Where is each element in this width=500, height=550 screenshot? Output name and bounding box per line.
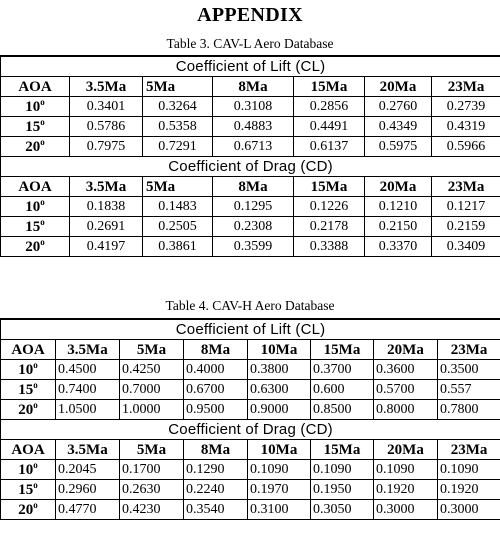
degree-symbol: o <box>33 379 38 390</box>
aoa-value: 10 <box>18 461 34 478</box>
value-cell: 0.2178 <box>294 217 365 237</box>
column-header: 5Ma <box>143 177 213 197</box>
aoa-value: 20 <box>18 401 34 418</box>
value-cell: 0.3700 <box>311 360 374 380</box>
value-cell: 0.4883 <box>213 117 294 137</box>
aoa-value: 10 <box>25 98 41 115</box>
table-row <box>1 500 500 520</box>
value-cell: 0.2691 <box>70 217 143 237</box>
section-title-row <box>1 56 500 77</box>
degree-symbol: o <box>40 236 45 247</box>
value-cell: 0.6700 <box>184 380 248 400</box>
section-title: Coefficient of Lift (CL) <box>1 319 500 340</box>
aoa-cell <box>1 117 70 137</box>
value-cell: 0.1920 <box>374 480 438 500</box>
aoa-value: 10 <box>25 198 41 215</box>
column-header-row <box>1 77 500 97</box>
aoa-value: 20 <box>25 238 41 255</box>
value-cell: 0.7000 <box>120 380 184 400</box>
column-header: AOA <box>1 340 56 360</box>
value-cell: 0.6300 <box>248 380 311 400</box>
column-header: AOA <box>1 440 56 460</box>
value-cell: 0.2159 <box>432 217 500 237</box>
value-cell: 0.1090 <box>248 460 311 480</box>
degree-symbol: o <box>40 196 45 207</box>
column-header: 8Ma <box>213 77 294 97</box>
value-cell: 0.3388 <box>294 237 365 257</box>
aoa-value: 10 <box>18 361 34 378</box>
value-cell: 0.2630 <box>120 480 184 500</box>
value-cell: 1.0500 <box>56 400 120 420</box>
table-row <box>1 360 500 380</box>
column-header: 3.5Ma <box>70 77 143 97</box>
degree-symbol: o <box>33 499 38 510</box>
column-header: 15Ma <box>294 77 365 97</box>
aoa-value: 20 <box>25 138 41 155</box>
value-cell: 0.4500 <box>56 360 120 380</box>
value-cell: 0.1920 <box>438 480 500 500</box>
value-cell: 0.2505 <box>143 217 213 237</box>
aoa-cell <box>1 137 70 157</box>
degree-symbol: o <box>33 359 38 370</box>
value-cell: 0.8000 <box>374 400 438 420</box>
value-cell: 0.4197 <box>70 237 143 257</box>
value-cell: 0.7400 <box>56 380 120 400</box>
degree-symbol: o <box>40 216 45 227</box>
table-row <box>1 197 500 217</box>
table-row <box>1 237 500 257</box>
column-header: 3.5Ma <box>56 340 120 360</box>
value-cell: 0.2150 <box>365 217 432 237</box>
value-cell: 0.1950 <box>311 480 374 500</box>
aoa-cell <box>1 380 56 400</box>
aoa-cell <box>1 460 56 480</box>
value-cell: 0.1295 <box>213 197 294 217</box>
aoa-value: 15 <box>18 381 34 398</box>
aoa-cell <box>1 480 56 500</box>
column-header: AOA <box>1 177 70 197</box>
value-cell: 0.4770 <box>56 500 120 520</box>
value-cell: 0.3599 <box>213 237 294 257</box>
value-cell: 0.2960 <box>56 480 120 500</box>
column-header: 23Ma <box>438 440 500 460</box>
value-cell: 0.3108 <box>213 97 294 117</box>
degree-symbol: o <box>40 116 45 127</box>
column-header: 5Ma <box>143 77 213 97</box>
value-cell: 0.600 <box>311 380 374 400</box>
value-cell: 0.2760 <box>365 97 432 117</box>
table-row <box>1 217 500 237</box>
value-cell: 0.5975 <box>365 137 432 157</box>
value-cell: 0.5966 <box>432 137 500 157</box>
aoa-value: 15 <box>18 481 34 498</box>
table-row <box>1 400 500 420</box>
value-cell: 0.4349 <box>365 117 432 137</box>
section-title: Coefficient of Lift (CL) <box>1 56 500 77</box>
aoa-value: 15 <box>25 218 41 235</box>
value-cell: 0.1290 <box>184 460 248 480</box>
aoa-cell <box>1 237 70 257</box>
value-cell: 0.9500 <box>184 400 248 420</box>
value-cell: 0.7800 <box>438 400 500 420</box>
value-cell: 0.3800 <box>248 360 311 380</box>
value-cell: 0.1217 <box>432 197 500 217</box>
value-cell: 0.1970 <box>248 480 311 500</box>
column-header: 20Ma <box>365 177 432 197</box>
value-cell: 0.7975 <box>70 137 143 157</box>
column-header-row <box>1 340 500 360</box>
table-row <box>1 380 500 400</box>
column-header: 10Ma <box>248 440 311 460</box>
column-header: 5Ma <box>120 440 184 460</box>
section-title: Coefficient of Drag (CD) <box>1 420 500 440</box>
value-cell: 0.2739 <box>432 97 500 117</box>
value-cell: 0.5700 <box>374 380 438 400</box>
value-cell: 0.2308 <box>213 217 294 237</box>
degree-symbol: o <box>40 136 45 147</box>
value-cell: 0.1090 <box>311 460 374 480</box>
aoa-cell <box>1 197 70 217</box>
section-title-row <box>1 420 500 440</box>
value-cell: 0.4250 <box>120 360 184 380</box>
value-cell: 0.4491 <box>294 117 365 137</box>
value-cell: 0.4230 <box>120 500 184 520</box>
column-header: 23Ma <box>432 77 500 97</box>
column-header: 23Ma <box>432 177 500 197</box>
value-cell: 0.6137 <box>294 137 365 157</box>
value-cell: 0.3000 <box>438 500 500 520</box>
column-header: 15Ma <box>294 177 365 197</box>
column-header: 8Ma <box>213 177 294 197</box>
column-header-row <box>1 177 500 197</box>
column-header: AOA <box>1 77 70 97</box>
aoa-value: 15 <box>25 118 41 135</box>
column-header: 8Ma <box>184 340 248 360</box>
value-cell: 0.3409 <box>432 237 500 257</box>
column-header: 15Ma <box>311 440 374 460</box>
value-cell: 0.3264 <box>143 97 213 117</box>
degree-symbol: o <box>33 459 38 470</box>
aoa-cell <box>1 97 70 117</box>
aoa-cell <box>1 360 56 380</box>
table-row <box>1 460 500 480</box>
table-4-cav-h <box>0 318 500 520</box>
value-cell: 0.9000 <box>248 400 311 420</box>
value-cell: 0.1700 <box>120 460 184 480</box>
aoa-cell <box>1 500 56 520</box>
table-3-caption: Table 3. CAV-L Aero Database <box>166 36 334 51</box>
value-cell: 0.3100 <box>248 500 311 520</box>
appendix-heading: APPENDIX <box>197 4 303 26</box>
value-cell: 0.3600 <box>374 360 438 380</box>
value-cell: 0.3540 <box>184 500 248 520</box>
table-4-caption: Table 4. CAV-H Aero Database <box>165 298 335 313</box>
value-cell: 0.1838 <box>70 197 143 217</box>
value-cell: 0.1483 <box>143 197 213 217</box>
value-cell: 0.8500 <box>311 400 374 420</box>
value-cell: 0.7291 <box>143 137 213 157</box>
value-cell: 0.3861 <box>143 237 213 257</box>
value-cell: 0.2045 <box>56 460 120 480</box>
column-header: 10Ma <box>248 340 311 360</box>
column-header: 3.5Ma <box>56 440 120 460</box>
value-cell: 0.3370 <box>365 237 432 257</box>
value-cell: 0.1226 <box>294 197 365 217</box>
column-header: 20Ma <box>365 77 432 97</box>
table-row <box>1 480 500 500</box>
degree-symbol: o <box>33 399 38 410</box>
section-title: Coefficient of Drag (CD) <box>1 157 500 177</box>
value-cell: 0.1210 <box>365 197 432 217</box>
column-header: 5Ma <box>120 340 184 360</box>
column-header: 15Ma <box>311 340 374 360</box>
table-row <box>1 137 500 157</box>
value-cell: 0.2240 <box>184 480 248 500</box>
column-header: 3.5Ma <box>70 177 143 197</box>
value-cell: 0.557 <box>438 380 500 400</box>
table-3-cav-l <box>0 55 500 257</box>
column-header: 23Ma <box>438 340 500 360</box>
value-cell: 0.4319 <box>432 117 500 137</box>
value-cell: 0.1090 <box>374 460 438 480</box>
aoa-value: 20 <box>18 501 34 518</box>
value-cell: 0.5786 <box>70 117 143 137</box>
aoa-cell <box>1 400 56 420</box>
value-cell: 0.3050 <box>311 500 374 520</box>
table-row <box>1 97 500 117</box>
value-cell: 0.2856 <box>294 97 365 117</box>
value-cell: 0.5358 <box>143 117 213 137</box>
column-header-row <box>1 440 500 460</box>
column-header: 20Ma <box>374 440 438 460</box>
section-title-row <box>1 157 500 177</box>
value-cell: 0.3401 <box>70 97 143 117</box>
degree-symbol: o <box>33 479 38 490</box>
section-title-row <box>1 319 500 340</box>
aoa-cell <box>1 217 70 237</box>
value-cell: 1.0000 <box>120 400 184 420</box>
table-row <box>1 117 500 137</box>
value-cell: 0.1090 <box>438 460 500 480</box>
value-cell: 0.4000 <box>184 360 248 380</box>
value-cell: 0.6713 <box>213 137 294 157</box>
column-header: 8Ma <box>184 440 248 460</box>
value-cell: 0.3500 <box>438 360 500 380</box>
value-cell: 0.3000 <box>374 500 438 520</box>
degree-symbol: o <box>40 96 45 107</box>
column-header: 20Ma <box>374 340 438 360</box>
